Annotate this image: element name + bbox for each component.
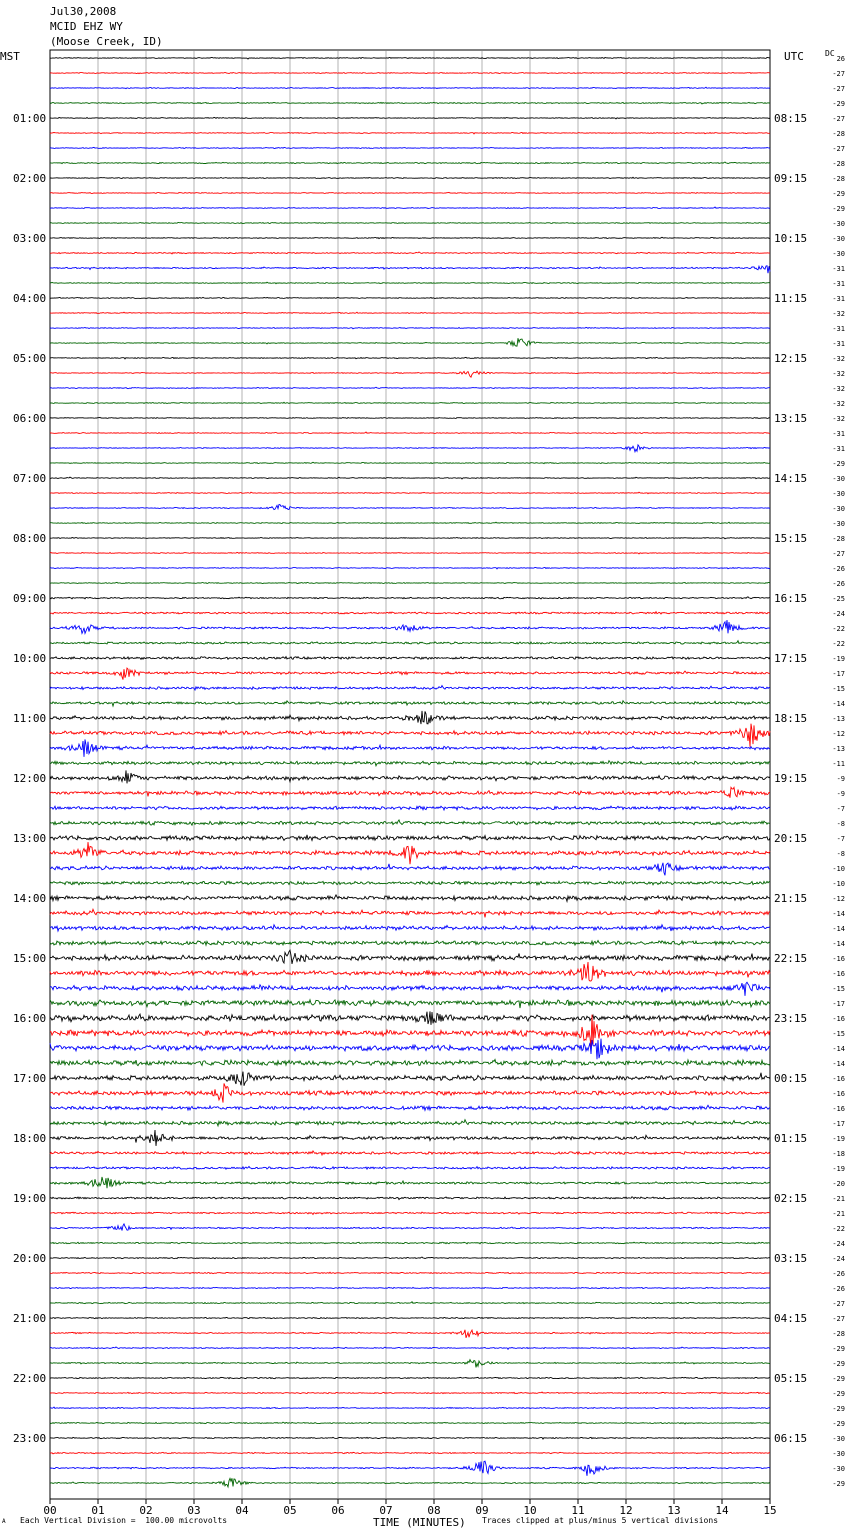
trace-row-86 xyxy=(50,1347,770,1349)
dc-offset-label: -13 xyxy=(832,715,845,723)
dc-offset-label: -30 xyxy=(832,475,845,483)
trace-row-39 xyxy=(50,641,770,644)
dc-offset-label: -31 xyxy=(832,295,845,303)
dc-offset-label: -24 xyxy=(832,1255,845,1263)
dc-offset-label: -30 xyxy=(832,235,845,243)
trace-row-85 xyxy=(50,1330,770,1338)
hour-label-left: 11:00 xyxy=(13,712,47,725)
x-tick-label: 08 xyxy=(427,1504,441,1517)
trace-row-36 xyxy=(50,597,770,599)
dc-offset-label: -15 xyxy=(832,685,845,693)
left-timezone-label: MST xyxy=(0,50,20,63)
hour-label-right: 22:15 xyxy=(774,952,808,965)
station-code: MCID EHZ WY xyxy=(50,20,123,33)
hour-label-right: 00:15 xyxy=(774,1072,808,1085)
trace-row-43 xyxy=(50,701,770,706)
dc-offset-label: -19 xyxy=(832,655,845,663)
hour-label-left: 15:00 xyxy=(13,952,47,965)
dc-offset-label: -31 xyxy=(832,265,845,273)
hour-label-right: 12:15 xyxy=(774,352,808,365)
dc-offset-label: -21 xyxy=(832,1210,845,1218)
hour-label-right: 16:15 xyxy=(774,592,808,605)
trace-row-73 xyxy=(50,1151,770,1155)
hour-label-right: 20:15 xyxy=(774,832,808,845)
dc-offset-label: -16 xyxy=(832,1090,845,1098)
trace-row-52 xyxy=(50,835,770,841)
trace-row-72 xyxy=(50,1130,770,1146)
dc-offset-label: -9 xyxy=(836,790,845,798)
trace-row-32 xyxy=(50,538,770,539)
trace-row-54 xyxy=(50,863,770,876)
trace-row-46 xyxy=(50,739,770,757)
hour-label-right: 10:15 xyxy=(774,232,808,245)
dc-offset-label: -20 xyxy=(832,1180,845,1188)
trace-row-84 xyxy=(50,1317,770,1318)
dc-label: DC xyxy=(825,49,835,58)
trace-row-40 xyxy=(50,657,770,660)
trace-row-12 xyxy=(50,237,770,238)
trace-row-68 xyxy=(50,1072,770,1086)
trace-row-9 xyxy=(50,192,770,193)
dc-offset-label: -22 xyxy=(832,1225,845,1233)
dc-offset-label: -29 xyxy=(832,1360,845,1368)
trace-row-79 xyxy=(50,1242,770,1244)
trace-row-64 xyxy=(50,1011,770,1025)
dc-offset-label: -16 xyxy=(832,1075,845,1083)
trace-row-78 xyxy=(50,1224,770,1231)
trace-row-7 xyxy=(50,162,770,164)
dc-offset-label: -27 xyxy=(832,145,845,153)
dc-offset-label: -17 xyxy=(832,670,845,678)
trace-row-91 xyxy=(50,1422,770,1424)
dc-offset-label: -29 xyxy=(832,190,845,198)
trace-row-94 xyxy=(50,1461,770,1476)
trace-row-2 xyxy=(50,87,770,89)
dc-offset-label: -29 xyxy=(832,1405,845,1413)
x-tick-label: 11 xyxy=(571,1504,585,1517)
trace-row-80 xyxy=(50,1257,770,1259)
dc-offset-label: -29 xyxy=(832,460,845,468)
x-tick-label: 10 xyxy=(523,1504,537,1517)
hour-label-right: 18:15 xyxy=(774,712,808,725)
dc-offset-label: -28 xyxy=(832,535,845,543)
trace-row-57 xyxy=(50,909,770,917)
dc-offset-label: -14 xyxy=(832,910,845,918)
dc-offset-label: -30 xyxy=(832,520,845,528)
dc-offset-label: -7 xyxy=(836,805,845,813)
dc-offset-label: -28 xyxy=(832,130,845,138)
trace-row-31 xyxy=(50,522,770,523)
dc-offset-label: -32 xyxy=(832,370,845,378)
dc-offset-label: -29 xyxy=(832,1375,845,1383)
trace-row-66 xyxy=(50,1039,770,1060)
dc-offset-label: -13 xyxy=(832,745,845,753)
trace-row-49 xyxy=(50,787,770,797)
dc-offset-label: -9 xyxy=(836,775,845,783)
trace-row-76 xyxy=(50,1197,770,1200)
dc-offset-label: -32 xyxy=(832,310,845,318)
dc-offset-label: -30 xyxy=(832,1450,845,1458)
hour-label-left: 02:00 xyxy=(13,172,47,185)
dc-offset-label: -29 xyxy=(832,1345,845,1353)
trace-row-33 xyxy=(50,552,770,554)
trace-row-11 xyxy=(50,223,770,224)
trace-row-63 xyxy=(50,1000,770,1008)
dc-offset-label: -12 xyxy=(832,730,845,738)
x-tick-label: 03 xyxy=(187,1504,201,1517)
trace-row-67 xyxy=(50,1060,770,1066)
hour-label-left: 10:00 xyxy=(13,652,47,665)
hour-label-left: 14:00 xyxy=(13,892,47,905)
trace-row-16 xyxy=(50,297,770,298)
trace-row-88 xyxy=(50,1377,770,1378)
clip-note: Traces clipped at plus/minus 5 vertical divisions xyxy=(482,1516,719,1525)
dc-offset-label: -31 xyxy=(832,340,845,348)
dc-offset-label: -17 xyxy=(832,1120,845,1128)
dc-offset-label: -30 xyxy=(832,220,845,228)
dc-offset-label: -14 xyxy=(832,1045,845,1053)
hour-label-left: 17:00 xyxy=(13,1072,47,1085)
trace-row-47 xyxy=(50,761,770,766)
x-tick-label: 12 xyxy=(619,1504,633,1517)
trace-row-28 xyxy=(50,477,770,479)
trace-row-14 xyxy=(50,266,770,274)
trace-row-77 xyxy=(50,1212,770,1214)
dc-offset-label: 26 xyxy=(836,55,845,63)
dc-offset-label: -30 xyxy=(832,505,845,513)
dc-offset-label: -8 xyxy=(836,820,845,828)
dc-offset-label: -27 xyxy=(832,70,845,78)
dc-offset-label: -16 xyxy=(832,1105,845,1113)
trace-row-34 xyxy=(50,568,770,569)
trace-row-56 xyxy=(50,895,770,901)
dc-offset-label: -32 xyxy=(832,385,845,393)
dc-offset-label: -14 xyxy=(832,1060,845,1068)
trace-row-27 xyxy=(50,462,770,463)
right-timezone-label: UTC xyxy=(784,50,804,63)
trace-row-83 xyxy=(50,1302,770,1304)
trace-row-89 xyxy=(50,1392,770,1394)
trace-row-17 xyxy=(50,312,770,313)
dc-offset-label: -25 xyxy=(832,595,845,603)
hour-label-right: 09:15 xyxy=(774,172,808,185)
trace-row-44 xyxy=(50,711,770,724)
chart-date: Jul30,2008 xyxy=(50,5,117,18)
trace-row-29 xyxy=(50,492,770,494)
hour-label-left: 07:00 xyxy=(13,472,47,485)
dc-offset-label: -8 xyxy=(836,850,845,858)
dc-offset-label: -31 xyxy=(832,445,845,453)
hour-label-right: 19:15 xyxy=(774,772,808,785)
dc-offset-label: -30 xyxy=(832,1435,845,1443)
dc-offset-label: -14 xyxy=(832,700,845,708)
hour-label-left: 09:00 xyxy=(13,592,47,605)
dc-offset-label: -15 xyxy=(832,985,845,993)
dc-offset-label: -10 xyxy=(832,865,845,873)
station-location: (Moose Creek, ID) xyxy=(50,35,163,48)
trace-row-38 xyxy=(50,620,770,633)
dc-offset-label: -29 xyxy=(832,1390,845,1398)
dc-offset-label: -18 xyxy=(832,1150,845,1158)
trace-row-55 xyxy=(50,881,770,885)
dc-offset-label: -24 xyxy=(832,610,845,618)
dc-offset-label: -31 xyxy=(832,325,845,333)
dc-offset-label: -29 xyxy=(832,100,845,108)
dc-offset-label: -29 xyxy=(832,205,845,213)
trace-row-4 xyxy=(50,117,770,119)
dc-offset-label: -32 xyxy=(832,415,845,423)
trace-row-19 xyxy=(50,338,770,346)
hour-label-left: 16:00 xyxy=(13,1012,47,1025)
dc-offset-label: -31 xyxy=(832,430,845,438)
trace-row-30 xyxy=(50,505,770,510)
trace-row-48 xyxy=(50,770,770,783)
dc-offset-label: -19 xyxy=(832,1165,845,1173)
dc-offset-label: -7 xyxy=(836,835,845,843)
dc-offset-label: -29 xyxy=(832,1480,845,1488)
x-tick-label: 14 xyxy=(715,1504,729,1517)
hour-label-right: 01:15 xyxy=(774,1132,808,1145)
trace-row-92 xyxy=(50,1437,770,1439)
trace-row-13 xyxy=(50,252,770,254)
trace-row-22 xyxy=(50,387,770,388)
hour-label-right: 11:15 xyxy=(774,292,808,305)
hour-label-right: 04:15 xyxy=(774,1312,808,1325)
hour-label-left: 06:00 xyxy=(13,412,47,425)
x-tick-label: 13 xyxy=(667,1504,681,1517)
trace-row-5 xyxy=(50,133,770,134)
scale-note: Each Vertical Division = 100.00 microvolts xyxy=(20,1516,228,1525)
x-tick-label: 01 xyxy=(91,1504,105,1517)
trace-row-3 xyxy=(50,102,770,104)
dc-offset-label: -24 xyxy=(832,1240,845,1248)
dc-offset-label: -31 xyxy=(832,280,845,288)
trace-row-20 xyxy=(50,357,770,359)
trace-row-87 xyxy=(50,1360,770,1368)
hour-label-left: 20:00 xyxy=(13,1252,47,1265)
trace-row-37 xyxy=(50,612,770,614)
dc-offset-label: -29 xyxy=(832,1420,845,1428)
trace-row-90 xyxy=(50,1407,770,1409)
trace-row-50 xyxy=(50,806,770,810)
dc-offset-label: -32 xyxy=(832,355,845,363)
dc-offset-label: -14 xyxy=(832,925,845,933)
trace-row-8 xyxy=(50,177,770,178)
dc-offset-label: -30 xyxy=(832,490,845,498)
dc-offset-label: -11 xyxy=(832,760,845,768)
dc-offset-label: -15 xyxy=(832,1030,845,1038)
x-tick-label: 07 xyxy=(379,1504,393,1517)
hour-label-right: 02:15 xyxy=(774,1192,808,1205)
trace-row-53 xyxy=(50,842,770,864)
hour-label-left: 23:00 xyxy=(13,1432,47,1445)
hour-label-right: 21:15 xyxy=(774,892,808,905)
dc-offset-label: -10 xyxy=(832,880,845,888)
trace-row-41 xyxy=(50,668,770,680)
trace-row-82 xyxy=(50,1287,770,1288)
dc-offset-label: -28 xyxy=(832,175,845,183)
hour-label-right: 06:15 xyxy=(774,1432,808,1445)
dc-offset-label: -21 xyxy=(832,1195,845,1203)
dc-offset-label: -19 xyxy=(832,1135,845,1143)
x-axis-title: TIME (MINUTES) xyxy=(373,1516,466,1529)
x-tick-label: 06 xyxy=(331,1504,345,1517)
trace-row-10 xyxy=(50,207,770,209)
trace-row-62 xyxy=(50,982,770,996)
trace-row-21 xyxy=(50,371,770,377)
dc-offset-label: -30 xyxy=(832,1465,845,1473)
trace-row-60 xyxy=(50,950,770,964)
trace-row-59 xyxy=(50,941,770,946)
dc-offset-label: -26 xyxy=(832,565,845,573)
trace-row-15 xyxy=(50,282,770,284)
trace-row-23 xyxy=(50,402,770,403)
dc-offset-label: -26 xyxy=(832,580,845,588)
hour-label-right: 05:15 xyxy=(774,1372,808,1385)
x-tick-label: 15 xyxy=(763,1504,777,1517)
hour-label-left: 12:00 xyxy=(13,772,47,785)
dc-offset-label: -14 xyxy=(832,940,845,948)
trace-row-81 xyxy=(50,1272,770,1273)
dc-offset-label: -17 xyxy=(832,1000,845,1008)
x-tick-label: 04 xyxy=(235,1504,249,1517)
trace-row-51 xyxy=(50,820,770,825)
hour-label-left: 22:00 xyxy=(13,1372,47,1385)
trace-row-45 xyxy=(50,724,770,747)
trace-row-18 xyxy=(50,327,770,328)
dc-offset-label: -28 xyxy=(832,1330,845,1338)
hour-label-right: 17:15 xyxy=(774,652,808,665)
hour-label-right: 08:15 xyxy=(774,112,808,125)
x-tick-label: 09 xyxy=(475,1504,489,1517)
dc-offset-label: -28 xyxy=(832,160,845,168)
dc-offset-label: -22 xyxy=(832,625,845,633)
dc-offset-label: -27 xyxy=(832,1300,845,1308)
hour-label-left: 13:00 xyxy=(13,832,47,845)
hour-label-left: 03:00 xyxy=(13,232,47,245)
dc-offset-label: -30 xyxy=(832,250,845,258)
trace-row-25 xyxy=(50,432,770,434)
hour-label-left: 21:00 xyxy=(13,1312,47,1325)
dc-offset-label: -27 xyxy=(832,550,845,558)
trace-row-71 xyxy=(50,1120,770,1126)
hour-label-left: 05:00 xyxy=(13,352,47,365)
dc-offset-label: -27 xyxy=(832,115,845,123)
trace-row-70 xyxy=(50,1105,770,1110)
trace-row-1 xyxy=(50,73,770,74)
trace-row-93 xyxy=(50,1452,770,1454)
trace-row-58 xyxy=(50,925,770,931)
dc-offset-label: -16 xyxy=(832,1015,845,1023)
dc-offset-label: -16 xyxy=(832,955,845,963)
trace-row-69 xyxy=(50,1083,770,1102)
trace-row-6 xyxy=(50,147,770,148)
hour-label-left: 19:00 xyxy=(13,1192,47,1205)
hour-label-right: 03:15 xyxy=(774,1252,808,1265)
trace-row-95 xyxy=(50,1478,770,1487)
trace-row-75 xyxy=(50,1177,770,1188)
x-tick-label: 02 xyxy=(139,1504,153,1517)
hour-label-right: 15:15 xyxy=(774,532,808,545)
dc-offset-label: -32 xyxy=(832,400,845,408)
hour-label-left: 01:00 xyxy=(13,112,47,125)
dc-offset-label: -26 xyxy=(832,1270,845,1278)
trace-row-74 xyxy=(50,1167,770,1170)
dc-offset-label: -26 xyxy=(832,1285,845,1293)
dc-offset-label: -16 xyxy=(832,970,845,978)
dc-offset-label: -27 xyxy=(832,85,845,93)
hour-label-left: 08:00 xyxy=(13,532,47,545)
footer-marker: A xyxy=(2,1518,6,1525)
trace-row-0 xyxy=(50,58,770,60)
trace-row-26 xyxy=(50,445,770,452)
hour-label-left: 18:00 xyxy=(13,1132,47,1145)
x-tick-label: 00 xyxy=(43,1504,57,1517)
dc-offset-label: -22 xyxy=(832,640,845,648)
trace-row-61 xyxy=(50,962,770,981)
dc-offset-label: -12 xyxy=(832,895,845,903)
trace-row-35 xyxy=(50,582,770,583)
dc-offset-label: -27 xyxy=(832,1315,845,1323)
hour-label-left: 04:00 xyxy=(13,292,47,305)
hour-label-right: 14:15 xyxy=(774,472,808,485)
hour-label-right: 13:15 xyxy=(774,412,808,425)
trace-row-42 xyxy=(50,686,770,690)
x-tick-label: 05 xyxy=(283,1504,297,1517)
hour-label-right: 23:15 xyxy=(774,1012,808,1025)
trace-row-24 xyxy=(50,417,770,418)
